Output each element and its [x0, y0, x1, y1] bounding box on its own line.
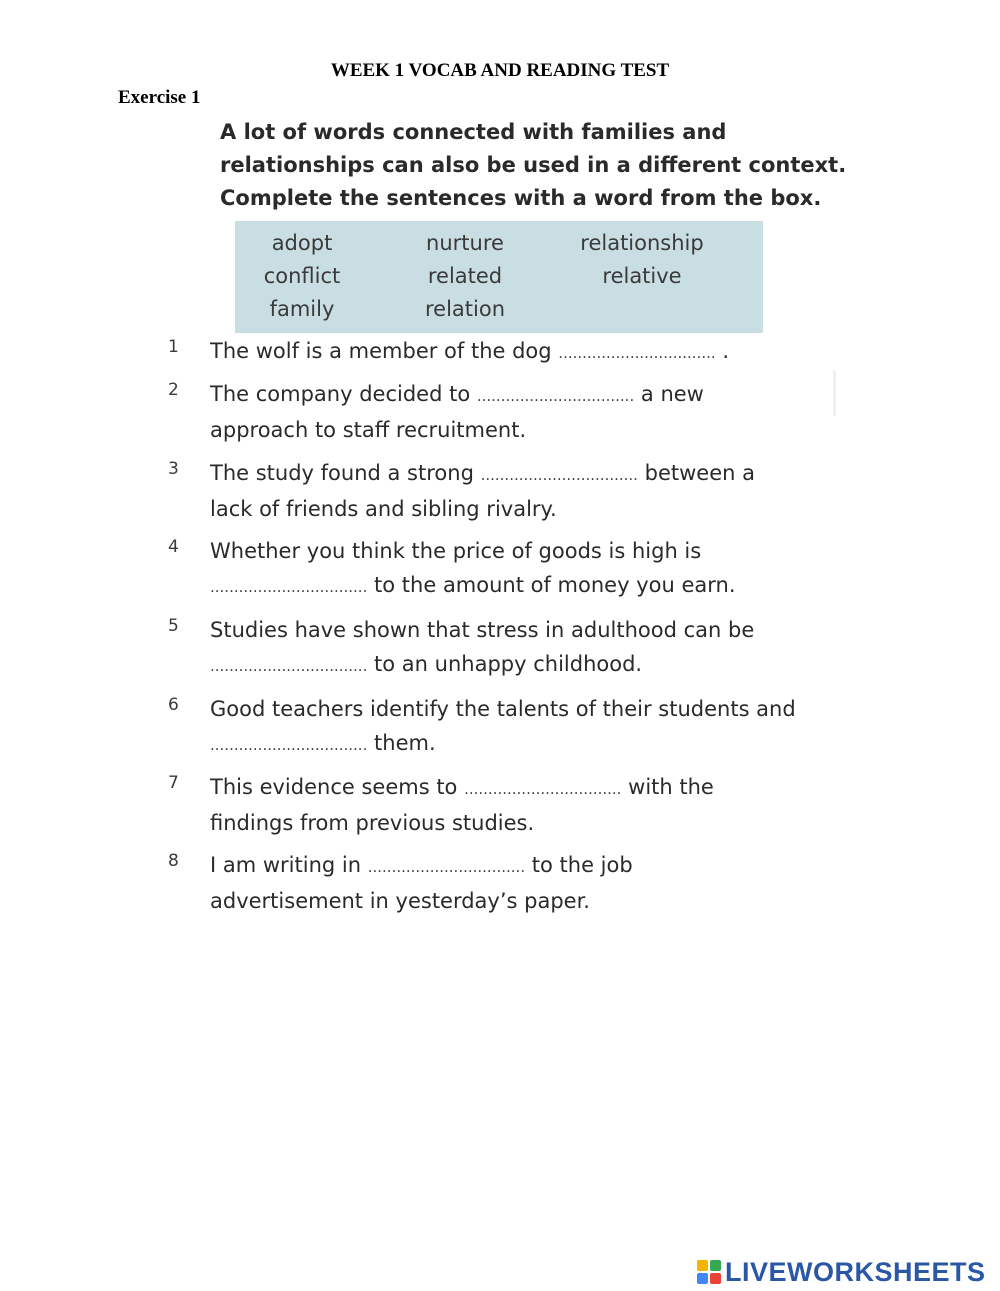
answer-blank[interactable]: ................................. [464, 780, 622, 798]
word-relative: relative [602, 264, 682, 288]
question-number: 6 [168, 695, 179, 715]
question-number: 4 [168, 537, 179, 557]
question-text: findings from previous studies. [210, 811, 535, 835]
question-text: I am writing in [210, 853, 362, 877]
question-text: Whether you think the price of goods is high is [210, 539, 702, 563]
answer-blank[interactable]: ................................. [367, 858, 526, 876]
question-number: 5 [168, 616, 179, 636]
page-title: WEEK 1 VOCAB AND READING TEST [330, 60, 670, 81]
logo-icon [697, 1260, 721, 1284]
question-text: with the [628, 775, 714, 799]
answer-blank[interactable]: ................................. [476, 387, 635, 405]
word-family: family [269, 297, 335, 321]
word-adopt: adopt [271, 231, 333, 255]
answer-blank[interactable]: ................................. [480, 466, 638, 484]
logo-square [710, 1273, 721, 1284]
question-text: The wolf is a member of the dog [210, 339, 552, 363]
word-related: related [427, 264, 503, 288]
word-relationship: relationship [580, 231, 704, 255]
logo-text: LIVEWORKSHEETS [725, 1256, 986, 1287]
question-number: 8 [168, 851, 179, 871]
instructions [220, 116, 847, 215]
question-text: The company decided to [210, 382, 471, 406]
word-relation: relation [424, 297, 506, 321]
question-text: advertisement in yesterday’s paper. [210, 889, 590, 913]
liveworksheets-logo [697, 1256, 986, 1288]
question-text: between a [644, 461, 755, 485]
answer-blank[interactable]: ................................. [558, 344, 716, 362]
question-text: This evidence seems to [210, 775, 458, 799]
answer-blank[interactable]: ................................. [210, 736, 368, 754]
question-number: 2 [168, 380, 179, 400]
exercise-label: Exercise 1 [118, 87, 201, 108]
question-text: a new [640, 382, 704, 406]
question-text: to an unhappy childhood. [374, 652, 643, 676]
instruction-line: relationships can also be used in a different context. [220, 153, 847, 177]
word-nurture: nurture [426, 231, 504, 255]
instruction-line: Complete the sentences with a word from the box. [220, 186, 822, 210]
question-text: to the amount of money you earn. [374, 573, 736, 597]
question-text: Studies have shown that stress in adulthood can be [210, 618, 755, 642]
word-box [235, 221, 763, 333]
word-conflict: conflict [263, 264, 341, 288]
answer-blank[interactable]: ................................. [210, 657, 368, 675]
question-text: them. [374, 731, 436, 755]
logo-square [710, 1260, 721, 1271]
question-number: 1 [168, 337, 179, 357]
question-text: lack of friends and sibling rivalry. [210, 497, 557, 521]
question-number: 3 [168, 459, 179, 479]
question-text: The study found a strong [210, 461, 474, 485]
logo-square [697, 1273, 708, 1284]
answer-blank[interactable]: ................................. [210, 578, 368, 596]
question-text: approach to staff recruitment. [210, 418, 527, 442]
question-text: Good teachers identify the talents of their students and [210, 697, 796, 721]
question-text: . [722, 339, 730, 363]
logo-square [697, 1260, 708, 1271]
question-text: to the job [531, 853, 633, 877]
instruction-line: A lot of words connected with families and [220, 120, 727, 144]
question-number: 7 [168, 773, 179, 793]
